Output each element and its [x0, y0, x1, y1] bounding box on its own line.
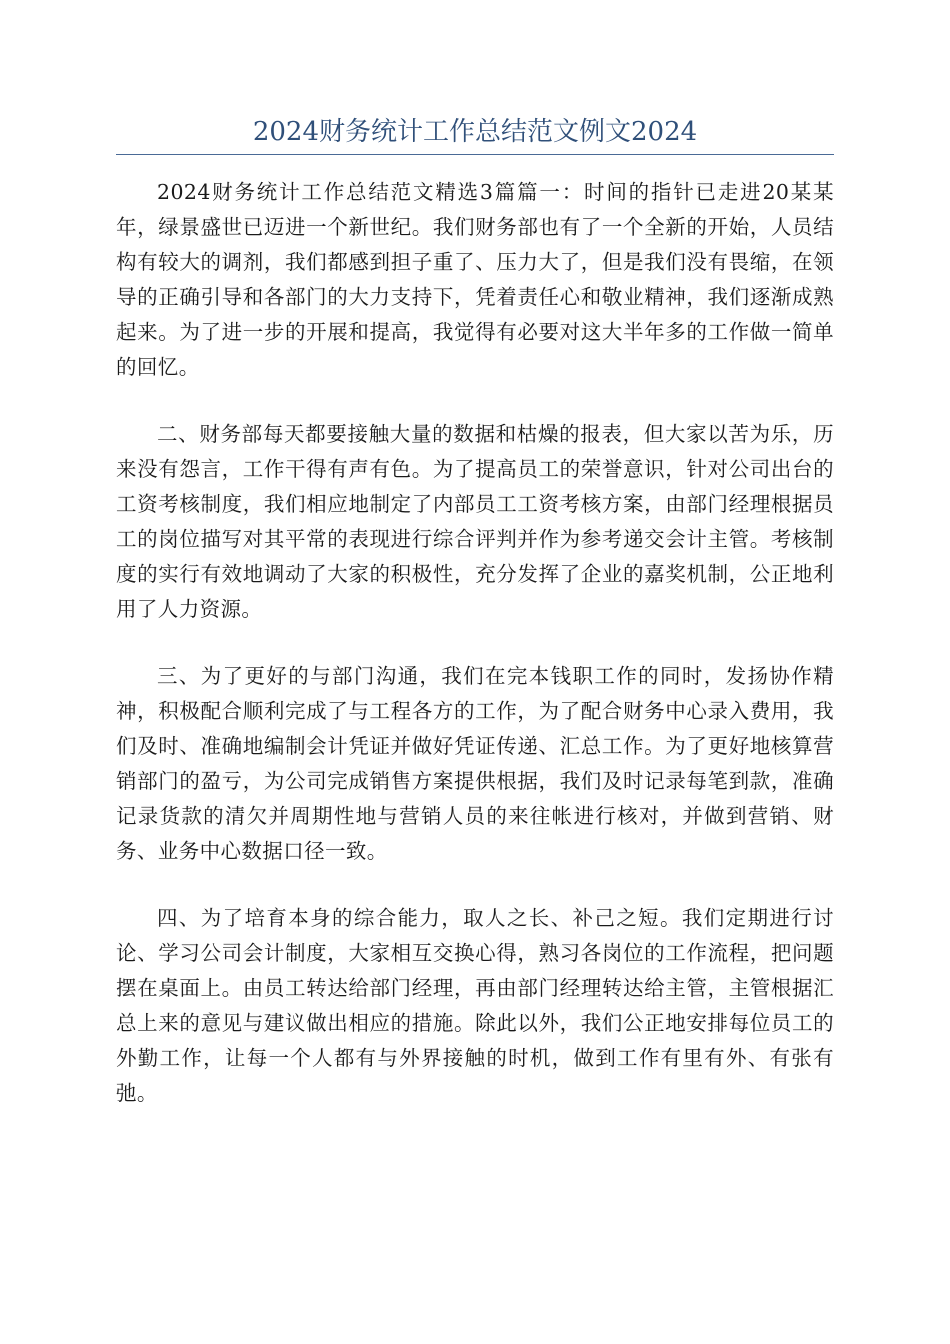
paragraph-section-2: 二、财务部每天都要接触大量的数据和枯燥的报表，但大家以苦为乐，历来没有怨言，工作干得有声有色。为了提高员工的荣誉意识，针对公司出台的工资考核制度，我们相应地制定了内部员工工资考核方案，由部门经理根据员工的岗位描写对其平常的表现进行综合评判并作为参考递交会计主管。考核制度的实行有效地调动了大家的积极性，充分发挥了企业的嘉奖机制，公正地利用了人力资源。 — [116, 422, 834, 621]
paragraph-section-4: 四、为了培育本身的综合能力，取人之长、补己之短。我们定期进行讨论、学习公司会计制度，大家相互交换心得，熟习各岗位的工作流程，把问题摆在桌面上。由员工转达给部门经理，再由部门经理转达给主管，主管根据汇总上来的意见与建议做出相应的措施。除此以外，我们公正地安排每位员工的外勤工作，让每一个人都有与外界接触的时机，做到工作有里有外、有张有弛。 — [116, 906, 834, 1105]
paragraph-section-3: 三、为了更好的与部门沟通，我们在完本钱职工作的同时，发扬协作精神，积极配合顺利完成了与工程各方的工作，为了配合财务中心录入费用，我们及时、准确地编制会计凭证并做好凭证传递、汇总工作。为了更好地核算营销部门的盈亏，为公司完成销售方案提供根据，我们及时记录每笔到款，准确记录货款的清欠并周期性地与营销人员的来往帐进行核对，并做到营销、财务、业务中心数据口径一致。 — [116, 664, 834, 863]
paragraph-intro: 2024财务统计工作总结范文精选3篇篇一：时间的指针已走进20某某年，绿景盛世已迈进一个新世纪。我们财务部也有了一个全新的开始，人员结构有较大的调剂，我们都感到担子重了、压力大了，但是我们没有畏缩，在领导的正确引导和各部门的大力支持下，凭着责任心和敬业精神，我们逐渐成熟起来。为了进一步的开展和提高，我觉得有必要对这大半年多的工作做一简单的回忆。 — [116, 180, 834, 379]
document-title: 2024财务统计工作总结范文例文2024 — [252, 117, 698, 147]
title-underline — [116, 154, 834, 155]
document-body — [116, 175, 834, 1143]
